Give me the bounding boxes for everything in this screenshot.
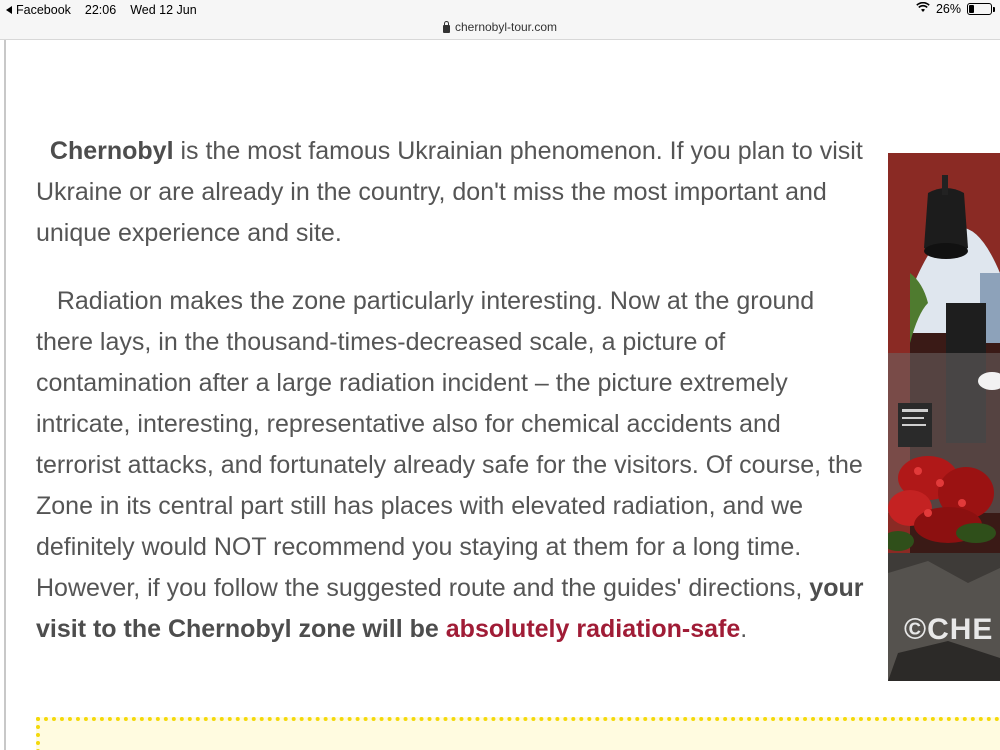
battery-level (969, 5, 974, 13)
battery-icon (967, 3, 992, 15)
status-date: Wed 12 Jun (130, 3, 197, 17)
intro-text: is the most famous Ukrainian phenomenon. If you plan to visit Ukraine or are already in the country, don't miss the most important and unique experience and site. (36, 137, 863, 247)
article-body (36, 131, 866, 650)
status-bar (0, 0, 1000, 20)
photo-watermark: ©CHE (904, 613, 994, 646)
url-text: chernobyl-tour.com (454, 20, 558, 34)
radiation-paragraph (36, 281, 866, 650)
memorial-photo (888, 153, 1000, 681)
url-display[interactable] (443, 18, 557, 36)
chernobyl-strong: Chernobyl (49, 137, 174, 165)
radiation-text: Radiation makes the zone particularly interesting. Now at the ground there lays, in the thousand-times-decreased scale, a picture of contamination after a large radiation incident – the picture extremely intricate, interesting, representative also for chemical accidents and terrorist attacks, and fortunately already safe for the visitors. Of course, the Zone in its central part still has places with elevated radiation, and we definitely would NOT recommend you staying at them for a long time. However, if you follow the suggested route and the guides' directions, (36, 287, 863, 602)
page-left-border (4, 40, 6, 750)
back-to-app-button[interactable] (6, 3, 71, 17)
back-arrow-icon (6, 6, 12, 14)
paragraph-end: . (740, 615, 748, 643)
back-app-label: Facebook (16, 3, 71, 17)
intro-paragraph (36, 131, 866, 254)
lock-icon (443, 25, 450, 33)
notice-box (36, 717, 1000, 750)
radiation-safe-highlight: absolutely radiation-safe (445, 615, 741, 643)
status-left (6, 3, 197, 17)
battery-percent: 26% (935, 2, 961, 16)
address-bar[interactable] (0, 18, 1000, 40)
status-right (916, 2, 992, 16)
safety-strong: your visit to the Chernobyl zone will be (36, 574, 864, 643)
wifi-icon (916, 2, 930, 16)
status-time: 22:06 (84, 3, 117, 17)
